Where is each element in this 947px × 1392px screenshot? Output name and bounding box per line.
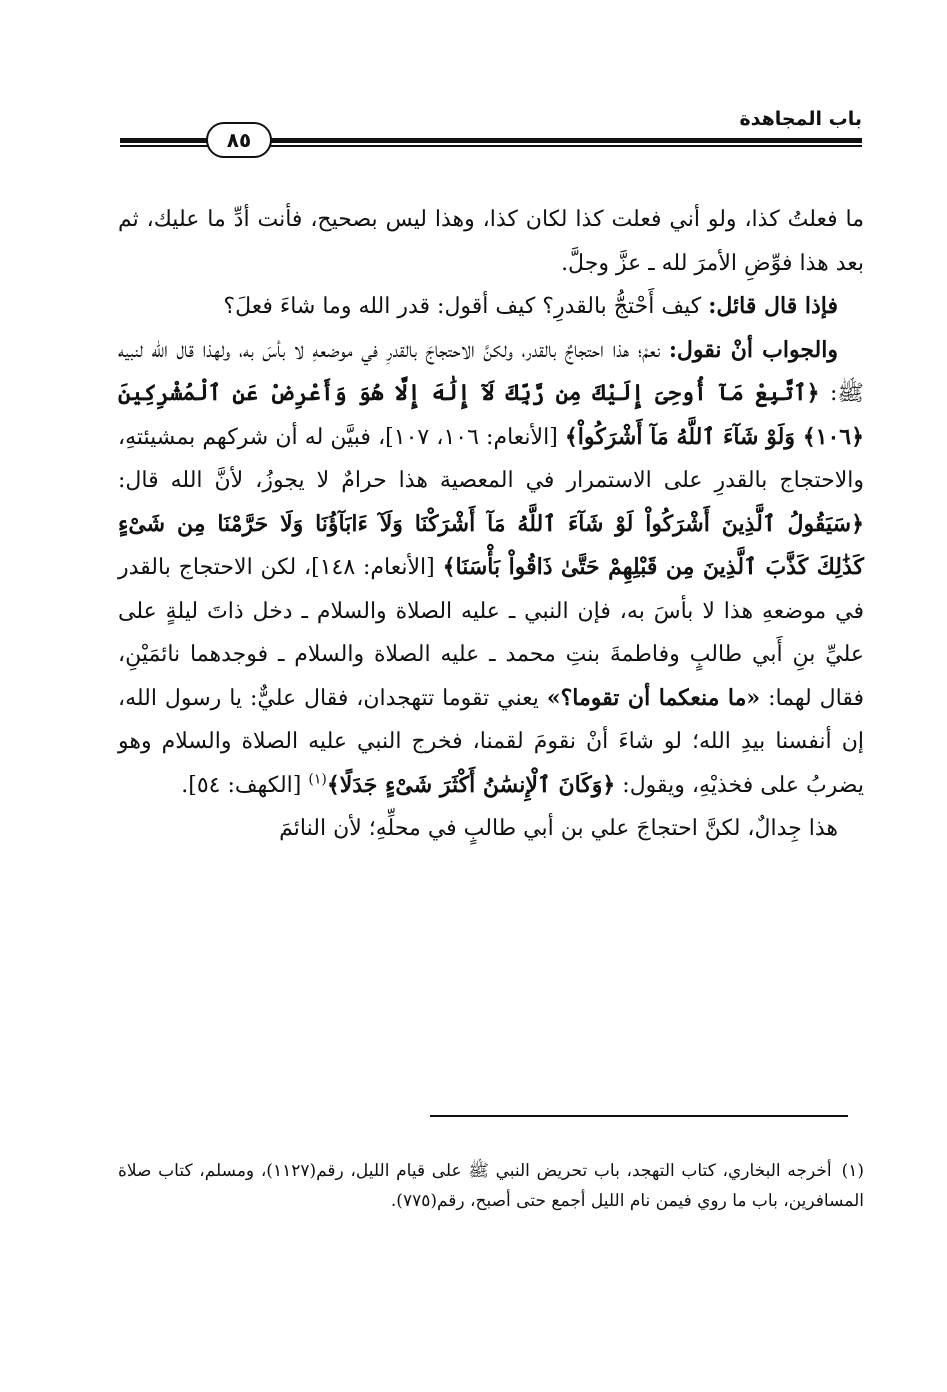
paragraph-4: هذا جِدالٌ، لكنَّ احتجاجَ علي بن أبي طالبٍ في محلِّهِ؛ لأن النائمَ [279, 816, 838, 841]
answer-text-1: نعمْ؛ هذا احتجاجٌ بالقدر، ولكنَّ الاحتجاجَ بالقدرِ في موضعهِ لا بأسَ به، ولهذا قال الله لنبيه ﷺ: [118, 337, 864, 406]
chapter-title: باب المجاهدة [739, 108, 862, 130]
footnote-text: أخرجه البخاري، كتاب التهجد، باب تحريض النبي ﷺ على قيام الليل، رقم(١١٢٧)، ومسلم، كتاب صلاة المسافرين، باب ما روي فيمن نام الليل أجمع حتى أصبح، رقم(٧٧٥). [118, 1161, 864, 1211]
answer-text-3: [الأنعام: ١٤٨]، لكن الاحتجاج بالقدر في موضعهِ هذا لا بأسَ به، فإن النبي ـ عليه الصلاة والسلام ـ دخل ذاتَ ليلةٍ على عليِّ بنِ أَبي طالبٍ وفاطمةَ بنتِ محمد ـ عليه الصلاة والسلام ـ فوجدهما نائمَيْنِ، فقال لهما: [118, 555, 864, 711]
answer-text-4: يعني تقوما تتهجدان، فقال عليٌّ: يا رسول الله، إن أنفسنا بيدِ الله؛ لو شاءَ أنْ نقومَ لقمنا، فخرج النبي عليه الصلاة والسلام وهو يضربُ على فخذيْهِ، ويقول: [118, 685, 864, 798]
footnote-separator [430, 1115, 848, 1117]
answer-text-2: [الأنعام: ١٠٦، ١٠٧]، فبيَّن له أن شركهم بمشيئتهِ، والاحتجاج بالقدرِ على الاستمرار في المعصية هذا حرامٌ لا يجوزُ، لأنَّ الله قال: [118, 424, 864, 493]
quran-verse-1: ﴿ٱتَّبِعْ مَآ أُوحِىَ إِلَيْكَ مِن رَّبِّكَ لَآ إِلَٰهَ إِلَّا هُوَ وَأَعْرِضْ عَنِ ٱلْمُشْرِكِينَ ﴿١٠٦﴾ وَلَوْ شَآءَ ٱللَّهُ مَآ أَشْرَكُواْ﴾ [118, 380, 864, 450]
footnotes [118, 1156, 864, 1216]
main-text [118, 198, 864, 851]
footnote-marker[interactable]: (١) [308, 771, 327, 788]
page-number: ٨٥ [206, 122, 272, 158]
answer-lead: والجواب أنْ نقول: [668, 336, 838, 363]
question-text: كيف أَحْتجُّ بالقدرِ؟ كيف أقول: قدر الله وما شاءَ فعلَ؟ [223, 294, 709, 319]
footnote-item [118, 1156, 864, 1216]
hadith-quote: «ما منعكما أن تقوما؟» [546, 684, 761, 711]
paragraph-3 [118, 329, 864, 808]
quran-verse-2: ﴿سَيَقُولُ ٱلَّذِينَ أَشْرَكُواْ لَوْ شَآءَ ٱللَّهُ مَآ أَشْرَكْنَا وَلَآ ءَابَآؤُنَا وَلَا حَرَّمْنَا مِن شَىْءٍ كَذَٰلِكَ كَذَّبَ ٱلَّذِينَ مِن قَبْلِهِمْ حَتَّىٰ ذَاقُواْ بَأْسَنَا﴾ [118, 510, 865, 580]
page-header [120, 108, 862, 158]
footnote-number: (١) [841, 1161, 864, 1181]
paragraph-2 [118, 285, 864, 329]
question-lead: فإذا قال قائل: [708, 293, 838, 319]
paragraph-1: ما فعلتُ كذا، ولو أني فعلت كذا لكان كذا، وهذا ليس بصحيح، فأنت أدِّ ما عليك، ثم بعد هذا فوِّضِ الأمرَ لله ـ عزَّ وجلَّ. [118, 207, 864, 276]
quran-verse-3: ﴿وَكَانَ ٱلْإِنسَٰنُ أَكْثَرَ شَىْءٍ جَدَلًا﴾ [326, 771, 616, 798]
answer-text-5: [الكهف: ٥٤]. [181, 772, 309, 798]
